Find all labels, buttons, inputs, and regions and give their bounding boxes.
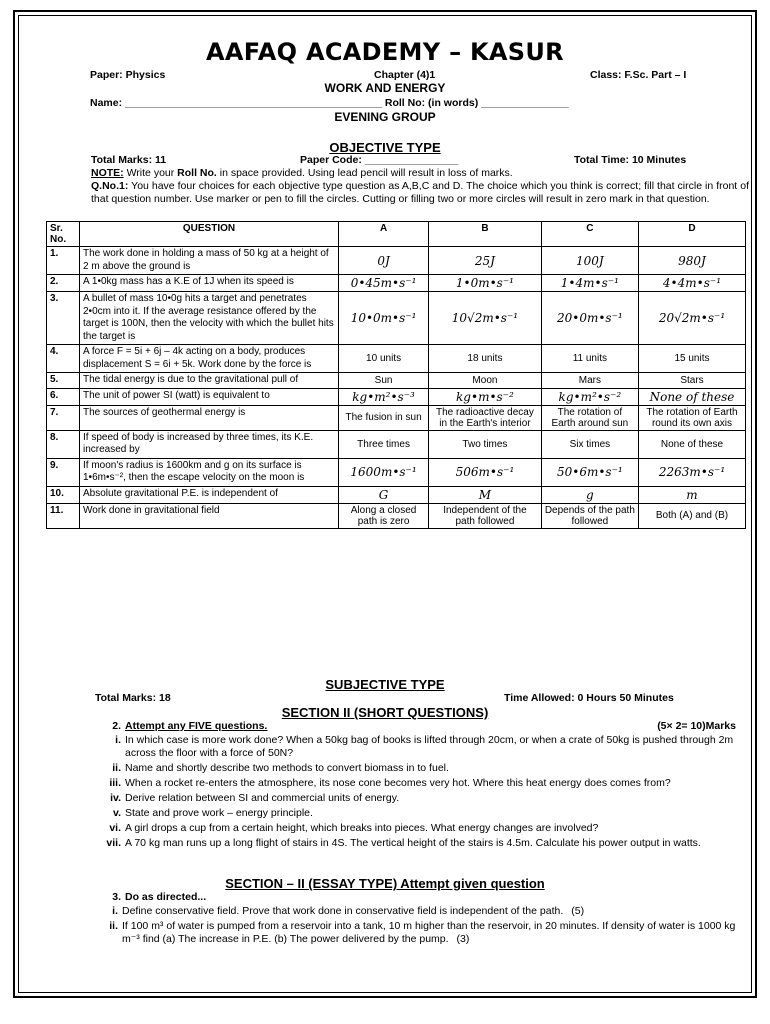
question-text: If moon's radius is 1600km and g on its surface is 1•6m•s⁻², then the escape velocity on the moon is [80,458,339,486]
short-questions-list [93,734,748,852]
question-text: The sources of geothermal energy is [80,405,339,430]
question-text: Absolute gravitational P.E. is independent of [80,486,339,503]
option-d: 15 units [638,345,745,373]
option-d: None of these [638,430,745,458]
option-b: 1•0m•s⁻¹ [429,275,542,292]
topic-title: WORK AND ENERGY [324,81,446,95]
option-b: Independent of the path followed [429,503,542,528]
row-number: 3. [47,292,80,345]
item-body: If 100 m³ of water is pumped from a reservoir into a tank, 10 m higher than the reservoir, in 20 minutes. If density of water is 1000 kg m⁻³ find (a) The increase in P.E. (b) The power delivered by the pump. [122,920,736,945]
list-item [93,734,748,760]
option-d: 4•4m•s⁻¹ [638,275,745,292]
option-d: Both (A) and (B) [638,503,745,528]
option-c: g [541,486,638,503]
objective-total-marks: Total Marks: 11 [91,154,167,166]
option-d: None of these [638,388,745,405]
option-a: Sun [339,373,429,389]
mcq-table [46,221,746,529]
item-marks: (5) [571,905,585,917]
option-c: Six times [541,430,638,458]
header-sr: Sr. No. [47,222,80,247]
list-item [90,905,750,918]
option-d: The rotation of Earth round its own axis [638,405,745,430]
item-number: i. [115,734,121,746]
row-number: 11. [47,503,80,528]
item-number: iii. [109,777,121,789]
table-row [47,275,746,292]
table-row [47,247,746,275]
question-text: A 1•0kg mass has a K.E of 1J when its speed is [80,275,339,292]
table-row [47,345,746,373]
item-marks: (3) [456,933,470,945]
q2-number: 2. [112,720,121,732]
item-number: ii. [109,920,118,932]
q2-heading [93,720,748,733]
table-row [47,503,746,528]
row-number: 7. [47,405,80,430]
total-time: Total Time: 10 Minutes [574,154,687,166]
option-a: 0J [339,247,429,275]
subjective-title: SUBJECTIVE TYPE [325,677,445,692]
header-c: C [541,222,638,247]
question-text: The tidal energy is due to the gravitational pull of [80,373,339,389]
option-b: 10√2m•s⁻¹ [429,292,542,345]
item-number: ii. [112,762,121,774]
item-number: iv. [110,792,121,804]
q3-number: 3. [112,891,121,903]
option-a: 10 units [339,345,429,373]
header-a: A [339,222,429,247]
class-label: Class: F.Sc. Part – I [590,69,687,81]
header-b: B [429,222,542,247]
item-text [122,905,584,918]
option-a: Three times [339,430,429,458]
table-row [47,373,746,389]
option-d: 980J [638,247,745,275]
item-text: Name and shortly describe two methods to convert biomass in to fuel. [125,762,449,774]
item-text: Derive relation between SI and commercial units of energy. [125,792,400,804]
list-item [90,920,750,946]
option-b: Two times [429,430,542,458]
item-body: Define conservative field. Prove that work done in conservative field is independent of the path. [122,905,564,917]
option-b: The radioactive decay in the Earth's interior [429,405,542,430]
option-d: Stars [638,373,745,389]
option-a: Along a closed path is zero [339,503,429,528]
header-question: QUESTION [80,222,339,247]
note-bold: Roll No. [177,167,217,179]
q1-label: Q.No.1: [91,180,129,192]
note-text-2: in space provided. Using lead pencil will result in loss of marks. [216,167,513,179]
option-c: Depends of the path followed [541,503,638,528]
q3-heading [93,891,748,904]
group-title: EVENING GROUP [334,110,436,124]
question-text: A force F = 5i + 6j – 4k acting on a body, produces displacement S = 6i + 5k. Work done by the force is [80,345,339,373]
item-text: State and prove work – energy principle. [125,807,313,819]
table-row [47,405,746,430]
table-row [47,458,746,486]
item-text: When a rocket re-enters the atmosphere, its nose cone becomes very hot. Where this heat energy does comes from? [125,777,671,789]
item-text: In which case is more work done? When a 50kg bag of books is lifted through 20cm, or when a crate of 50kg is pushed through 2m across the floor with a force of 50N? [125,734,734,759]
list-item [93,822,748,835]
essay-questions-list [90,905,750,948]
mcq-header-row [47,222,746,247]
q1-text: You have four choices for each objective type question as A,B,C and D. The choice which you think is correct; fill that circle in front of that question number. Use marker or pen to fill the circles. Cutting or filling two or more circles will result in zero mark in that question. [91,180,749,206]
name-roll-line: Name: ____________________________________________ Roll No: (in words) _______________ [90,97,569,109]
paper-code: Paper Code: ________________ [300,154,459,166]
item-number: vii. [106,837,121,849]
option-c: 11 units [541,345,638,373]
note-text-1: Write your [123,167,178,179]
subjective-total-marks: Total Marks: 18 [95,692,171,704]
chapter-label: Chapter (4)1 [374,69,436,81]
option-a: The fusion in sun [339,405,429,430]
option-c: The rotation of Earth around sun [541,405,638,430]
option-a: 0•45m•s⁻¹ [339,275,429,292]
option-c: Mars [541,373,638,389]
paper-subject: Paper: Physics [90,69,166,81]
note-line [91,167,746,180]
list-item [93,792,748,805]
table-row [47,388,746,405]
question-text: The unit of power SI (watt) is equivalent to [80,388,339,405]
item-text [122,920,750,946]
row-number: 8. [47,430,80,458]
question-text: Work done in gravitational field [80,503,339,528]
q2-marks: (5× 2= 10)Marks [657,720,736,732]
option-c: 50•6m•s⁻¹ [541,458,638,486]
option-c: 20•0m•s⁻¹ [541,292,638,345]
row-number: 1. [47,247,80,275]
item-text: A 70 kg man runs up a long flight of stairs in 4S. The vertical height of the stairs is 4.5m. Calculate his power output in watts. [125,837,701,849]
note-label: NOTE: [91,167,124,179]
objective-title: OBJECTIVE TYPE [329,140,441,155]
option-d: 2263m•s⁻¹ [638,458,745,486]
header-d: D [638,222,745,247]
list-item [93,762,748,775]
question-text: A bullet of mass 10•0g hits a target and penetrates 2•0cm into it. If the average resistance offered by the target is 100N, then the velocity with which the bullet hits the target is [80,292,339,345]
option-b: 18 units [429,345,542,373]
row-number: 5. [47,373,80,389]
time-allowed: Time Allowed: 0 Hours 50 Minutes [504,692,674,704]
option-d: 20√2m•s⁻¹ [638,292,745,345]
option-c: 100J [541,247,638,275]
table-row [47,430,746,458]
option-a: 10•0m•s⁻¹ [339,292,429,345]
section3-title: SECTION – II (ESSAY TYPE) Attempt given question [225,876,545,891]
option-a: kg•m²•s⁻³ [339,388,429,405]
item-number: vi. [109,822,121,834]
q2-instruction: Attempt any FIVE questions. [125,720,268,732]
option-b: kg•m•s⁻² [429,388,542,405]
row-number: 2. [47,275,80,292]
option-d: m [638,486,745,503]
option-c: kg•m²•s⁻² [541,388,638,405]
question-text: If speed of body is increased by three times, its K.E. increased by [80,430,339,458]
option-a: G [339,486,429,503]
option-b: 25J [429,247,542,275]
institute-title: AAFAQ ACADEMY – KASUR [206,38,564,66]
option-b: M [429,486,542,503]
list-item [93,777,748,790]
list-item [93,807,748,820]
row-number: 9. [47,458,80,486]
row-number: 10. [47,486,80,503]
list-item [93,837,748,850]
question-text: The work done in holding a mass of 50 kg at a height of 2 m above the ground is [80,247,339,275]
row-number: 4. [47,345,80,373]
item-text: A girl drops a cup from a certain height, which breaks into pieces. What energy changes are involved? [125,822,599,834]
item-number: i. [112,905,118,917]
q1-instructions [91,180,749,207]
option-c: 1•4m•s⁻¹ [541,275,638,292]
section2-title: SECTION II (SHORT QUESTIONS) [281,705,489,720]
q3-instruction: Do as directed... [125,891,207,903]
table-row [47,292,746,345]
row-number: 6. [47,388,80,405]
option-b: Moon [429,373,542,389]
item-number: v. [113,807,121,819]
option-b: 506m•s⁻¹ [429,458,542,486]
table-row [47,486,746,503]
option-a: 1600m•s⁻¹ [339,458,429,486]
